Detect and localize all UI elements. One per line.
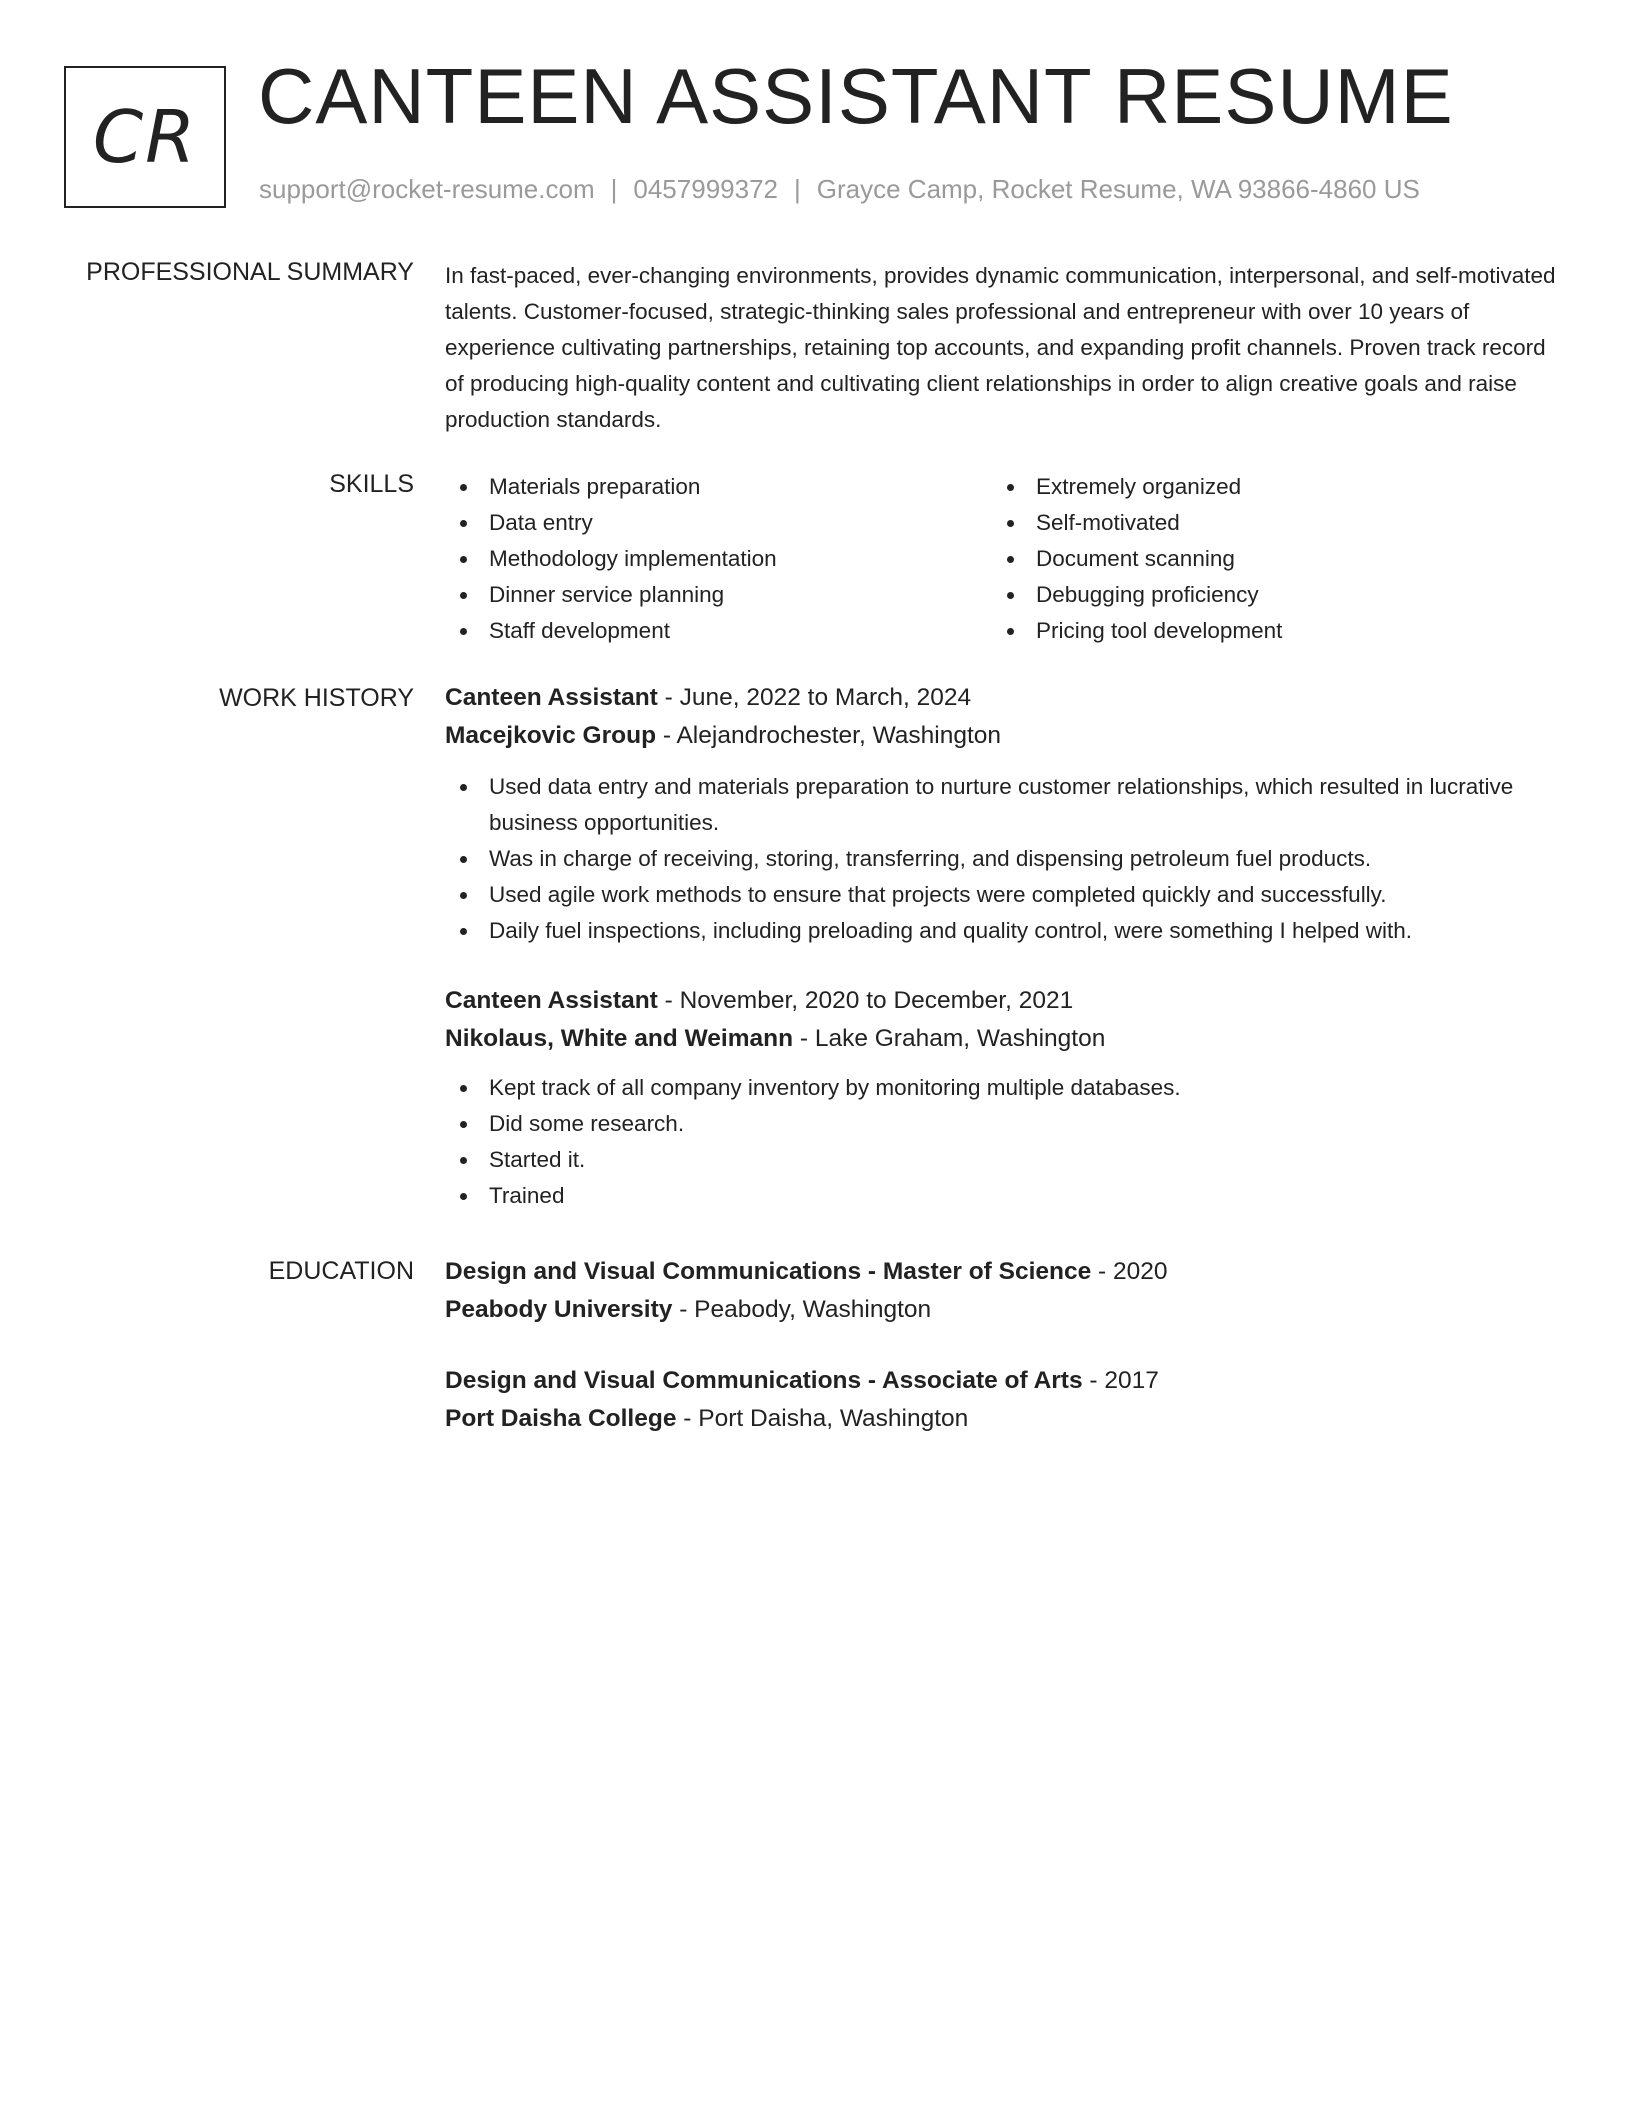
education-school-line	[445, 1400, 1565, 1438]
education-location: - Peabody, Washington	[672, 1296, 932, 1323]
job-company-line	[445, 1020, 1565, 1058]
job-bullet: Trained	[445, 1178, 1565, 1214]
job-bullet: Started it.	[445, 1142, 1565, 1178]
contact-phone: 0457999372	[633, 174, 778, 204]
education-year: - 2020	[1091, 1258, 1168, 1285]
skill-item: Data entry	[445, 505, 992, 541]
skill-item: Extremely organized	[992, 469, 1539, 505]
education-entry	[445, 1362, 1565, 1438]
education-degree-line	[445, 1253, 1565, 1291]
section-label-education: EDUCATION	[268, 1257, 414, 1285]
job-title: Canteen Assistant	[445, 987, 658, 1014]
skills-list-left	[445, 469, 992, 649]
contact-separator: |	[794, 174, 801, 204]
education-entry	[445, 1253, 1565, 1329]
skills-list-right	[992, 469, 1539, 649]
job-company: Macejkovic Group	[445, 722, 657, 749]
job-title-line	[445, 982, 1565, 1020]
job-bullet: Did some research.	[445, 1106, 1565, 1142]
skill-item: Document scanning	[992, 541, 1539, 577]
education-degree-line	[445, 1362, 1565, 1400]
job-location: - Lake Graham, Washington	[793, 1025, 1106, 1052]
job-company-line	[445, 717, 1565, 755]
section-label-work: WORK HISTORY	[219, 684, 414, 712]
skill-item: Staff development	[445, 613, 992, 649]
job-dates: - June, 2022 to March, 2024	[657, 684, 972, 711]
job-bullet: Was in charge of receiving, storing, transferring, and dispensing petroleum fuel products.	[445, 841, 1555, 877]
contact-address: Grayce Camp, Rocket Resume, WA 93866-4860 US	[816, 174, 1420, 204]
skills-section	[445, 469, 1565, 649]
skill-item: Self-motivated	[992, 505, 1539, 541]
skill-item: Materials preparation	[445, 469, 992, 505]
skills-grid	[445, 469, 1565, 649]
contact-separator: |	[610, 174, 618, 204]
job-entry	[445, 679, 1565, 949]
skill-item: Debugging proficiency	[992, 577, 1539, 613]
skill-item: Dinner service planning	[445, 577, 992, 613]
section-label-skills: SKILLS	[329, 470, 414, 498]
contact-line	[259, 174, 1420, 205]
job-bullet: Used data entry and materials preparation to nurture customer relationships, which resulted in lucrative business opportunities.	[445, 769, 1555, 841]
job-title: Canteen Assistant	[445, 684, 658, 711]
job-bullet: Daily fuel inspections, including preloading and quality control, were something I helped with.	[445, 913, 1555, 949]
monogram-initials: CR	[92, 95, 198, 179]
job-entry	[445, 982, 1565, 1214]
monogram-box	[64, 66, 226, 208]
education-school: Peabody University	[445, 1296, 673, 1323]
job-company: Nikolaus, White and Weimann	[445, 1025, 794, 1052]
education-location: - Port Daisha, Washington	[676, 1405, 969, 1432]
job-location: - Alejandrochester, Washington	[656, 722, 1002, 749]
education-school: Port Daisha College	[445, 1405, 677, 1432]
skill-item: Pricing tool development	[992, 613, 1539, 649]
contact-email: support@rocket-resume.com	[259, 174, 595, 204]
education-school-line	[445, 1291, 1565, 1329]
education-year: - 2017	[1082, 1367, 1159, 1394]
job-title-line	[445, 679, 1565, 717]
job-bullet: Used agile work methods to ensure that projects were completed quickly and successfully.	[445, 877, 1555, 913]
job-bullets	[445, 769, 1555, 949]
education-degree: Design and Visual Communications - Associate of Arts	[445, 1367, 1083, 1394]
summary-text: In fast-paced, ever-changing environments, provides dynamic communication, interpersonal, and self-motivated talents. Customer-focused, strategic-thinking sales professional and entrepreneur with over 10 years of experience cultivating partnerships, retaining top accounts, and expanding profit channels. Proven track record of producing high-quality content and cultivating client relationships in order to align creative goals and raise production standards.	[445, 263, 1556, 432]
education-degree: Design and Visual Communications - Master of Science	[445, 1258, 1092, 1285]
skill-item: Methodology implementation	[445, 541, 992, 577]
resume-title: CANTEEN ASSISTANT RESUME	[258, 52, 1454, 140]
job-dates: - November, 2020 to December, 2021	[657, 987, 1074, 1014]
job-bullet: Kept track of all company inventory by monitoring multiple databases.	[445, 1070, 1565, 1106]
section-label-summary: PROFESSIONAL SUMMARY	[86, 258, 414, 286]
job-bullets	[445, 1070, 1565, 1214]
